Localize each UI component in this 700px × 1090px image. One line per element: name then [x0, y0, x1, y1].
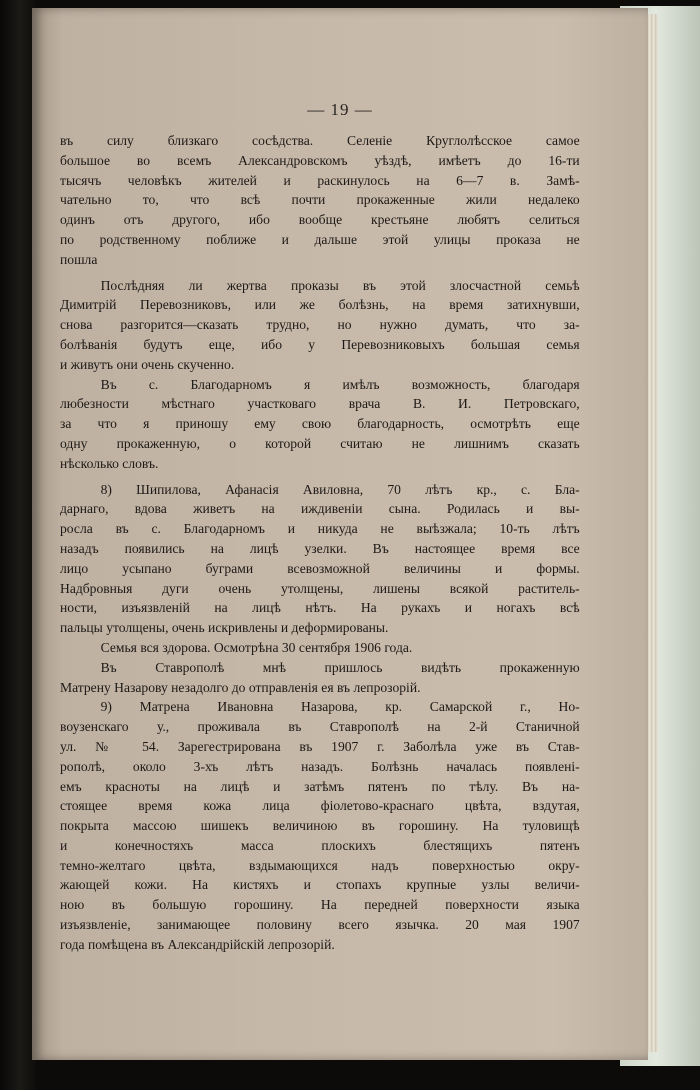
text-line: Въ Ставрополѣ мнѣ пришлось видѣть прокаженную — [100, 659, 580, 675]
paragraph-last-victim — [60, 276, 580, 375]
paragraph-stavropol — [60, 658, 580, 698]
paragraph-family-healthy — [60, 638, 580, 658]
text-line: ул. № 54. Зарегестрирована въ 1907 г. Заболѣла уже въ Став- — [60, 738, 580, 754]
text-line: Въ с. Благодарномъ я имѣлъ возможность, благодаря — [100, 376, 580, 392]
text-line: Семья вся здорова. Осмотрѣна 30 сентября 1906 года. — [100, 639, 413, 655]
book-spine-shadow — [0, 0, 36, 1090]
text-line: ною въ большую горошину. На передней поверхности языка — [60, 897, 580, 913]
text-line: жающей кожи. На кистяхъ и стопахъ крупные узлы величи- — [60, 877, 580, 893]
text-line: покрыта массою шишекъ величиною въ горошину. На туловищѣ — [60, 818, 580, 834]
paragraph-case-9 — [60, 697, 580, 954]
text-line: назадъ появились на лицѣ узелки. Въ настоящее время все — [60, 540, 580, 556]
page-number: — 19 — — [307, 100, 373, 119]
text-line: стоящее время кожа лица фіолетово-краснаго цвѣта, вздутая, — [60, 798, 580, 814]
text-line: Послѣдняя ли жертва проказы въ этой злосчастной семьѣ — [100, 277, 580, 293]
text-line: болѣванія будутъ еще, ибо у Перевозниковыхъ большая семья — [60, 336, 580, 352]
text-line: дарнаго, вдова живетъ на иждивеніи сына. Родилась и вы- — [60, 501, 580, 517]
text-line: Матрену Назарову незадолго до отправленія ея въ лепрозорій. — [60, 679, 421, 695]
text-line: воузенскаго у., проживала въ Ставрополѣ на 2-й Станичной — [60, 719, 580, 735]
text-line: по родственному поближе и дальше этой улицы проказа не — [60, 231, 580, 247]
text-line: нѣсколько словъ. — [60, 455, 159, 471]
text-line: ности, изъязвленій на лицѣ нѣтъ. На рукахъ и ногахъ всѣ — [60, 600, 580, 616]
text-line: емъ красноты на лицѣ и затѣмъ пятенъ по тѣлу. Въ на- — [60, 778, 580, 794]
text-line: любезности мѣстнаго участковаго врача В. И. Петровскаго, — [60, 396, 580, 412]
paragraph-continuation — [60, 131, 580, 270]
paragraph-case-8 — [60, 480, 580, 638]
text-line: большое во всемъ Александровскомъ уѣздѣ, имѣетъ до 16-ти — [60, 152, 580, 168]
text-line: пальцы утолщены, очень искривлены и деформированы. — [60, 620, 389, 636]
book-page — [32, 8, 648, 1060]
text-line: Надбровныя дуги очень утолщены, лишены всякой раститель- — [60, 580, 580, 596]
text-line: тысячъ человѣкъ жителей и раскинулось на 6—7 в. Замѣ- — [60, 172, 580, 188]
text-line: и конечностяхъ масса плоскихъ блестящихъ пятенъ — [60, 837, 580, 853]
text-line: 9) Матрена Ивановна Назарова, кр. Самарской г., Но- — [100, 699, 580, 715]
text-line: пошла — [60, 251, 98, 267]
paragraph-blagodarnoe — [60, 375, 580, 474]
text-line: лицо усыпано буграми всевозможной величины и формы. — [60, 560, 580, 576]
text-line: за что я приношу ему свою благодарность, осмотрѣть еще — [60, 416, 580, 432]
text-line: 8) Шипилова, Афанасія Авиловна, 70 лѣтъ кр., с. Бла- — [100, 481, 580, 497]
text-line: одинъ отъ другого, ибо вообще крестьяне любятъ селиться — [60, 212, 580, 228]
text-line: рополѣ, около 3-хъ лѣтъ назадъ. Болѣзнь началась появлені- — [60, 758, 580, 774]
body-text — [60, 131, 580, 955]
text-line: темно-желтаго цвѣта, вздымающихся надъ поверхностью окру- — [60, 857, 580, 873]
text-line: года помѣщена въ Александрійскій лепрозорій. — [60, 936, 335, 952]
text-line: одну прокаженную, о которой считаю не лишнимъ сказать — [60, 435, 580, 451]
text-line: снова разгорится—сказать трудно, но нужно думать, что за- — [60, 317, 580, 333]
text-line: чательно то, что всѣ почти прокаженные жили недалеко — [60, 192, 580, 208]
text-line: въ силу близкаго сосѣдства. Селеніе Круглолѣсское самое — [60, 133, 580, 148]
text-line: Димитрій Перевозниковъ, или же болѣзнь, на время затихнувши, — [60, 297, 580, 313]
text-line: изъязвленіе, занимающее половину всего язычка. 20 мая 1907 — [60, 917, 580, 933]
text-line: росла въ с. Благодарномъ и никуда не выѣзжала; 10-ть лѣтъ — [60, 521, 580, 537]
text-line: и живутъ они очень скученно. — [60, 356, 235, 372]
